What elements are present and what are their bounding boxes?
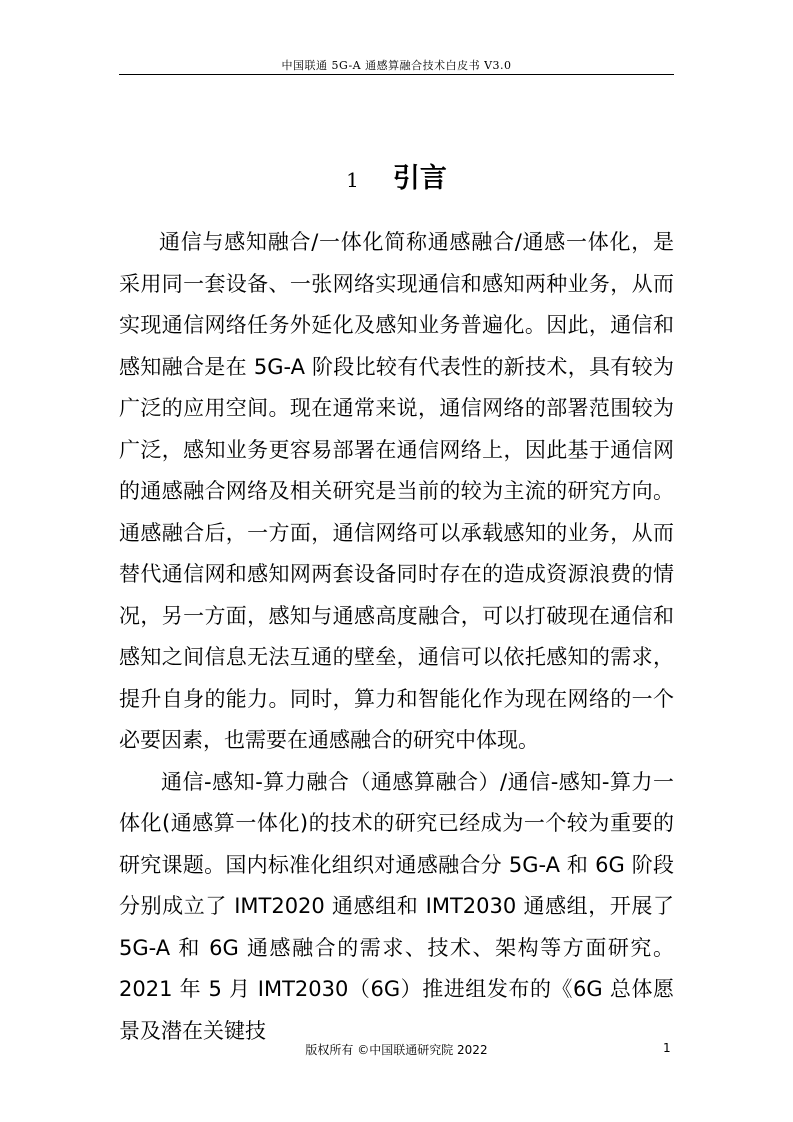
- chapter-title: 引言: [392, 163, 447, 194]
- running-header: 中国联通 5G-A 通感算融合技术白皮书 V3.0: [281, 59, 512, 72]
- header-divider: [119, 74, 674, 75]
- page-number: 1: [663, 1041, 671, 1055]
- paragraph-1: 通信与感知融合/一体化简称通感融合/通感一体化，是采用同一套设备、一张网络实现通信和感知两种业务，从而实现通信网络任务外延化及感知业务普遍化。因此，通信和感知融合是在 5G-A 阶段比较有代表性的新技术，具有较为广泛的应用空间。现在通常来说，通信网络的部署范围较为广泛，感知业务更容易部署在通信网络上，因此基于通信网的通感融合网络及相关研究是当前的较为主流的研究方向。通感融合后，一方面，通信网络可以承载感知的业务，从而替代通信网和感知网两套设备同时存在的造成资源浪费的情况，另一方面，感知与通感高度融合，可以打破现在通信和感知之间信息无法互通的壁垒，通信可以依托感知的需求，提升自身的能力。同时，算力和智能化作为现在网络的一个必要因素，也需要在通感融合的研究中体现。: [119, 230, 674, 752]
- copyright-footer: 版权所有 ©中国联通研究院 2022: [305, 1043, 488, 1057]
- body-text: [119, 222, 674, 1052]
- chapter-number: 1: [346, 168, 359, 192]
- paragraph-2: 通信-感知-算力融合（通感算融合）/通信-感知-算力一体化(通感算一体化)的技术的研究已经成为一个较为重要的研究课题。国内标准化组织对通感融合分 5G-A 和 6G 阶段分别成立了 IMT2020 通感组和 IMT2030 通感组，开展了 5G-A 和 6G 通感融合的需求、技术、架构等方面研究。2021 年 5 月 IMT2030（6G）推进组发布的《6G 总体愿景及潜在关键技: [119, 769, 674, 1043]
- chapter-heading: [0, 156, 793, 195]
